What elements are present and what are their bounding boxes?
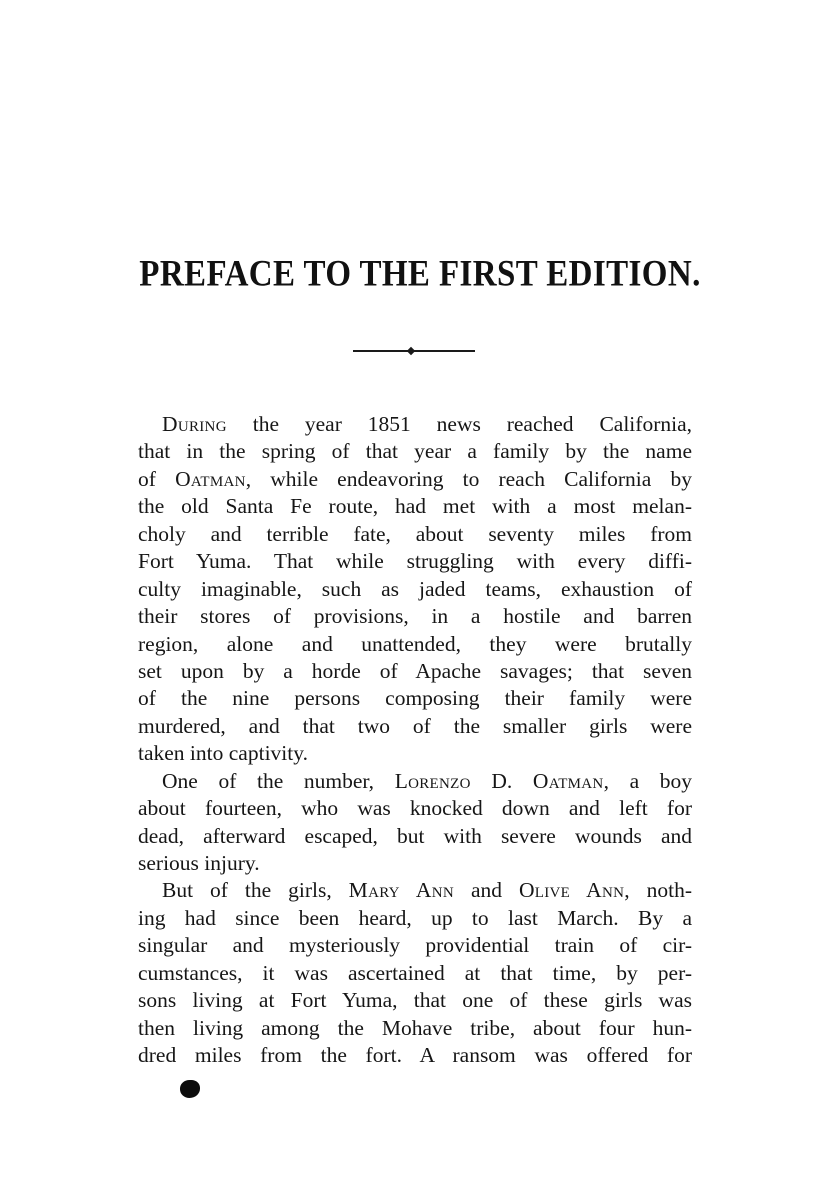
paragraph bbox=[138, 411, 692, 768]
text-line: ing had since been heard, up to last March. By a bbox=[138, 905, 692, 930]
text-line: culty imaginable, such as jaded teams, exhaustion of bbox=[138, 576, 692, 601]
text-line: serious injury. bbox=[138, 851, 260, 875]
person-name: Oatman bbox=[175, 466, 246, 491]
text-line: then living among the Mohave tribe, about four hun- bbox=[138, 1015, 692, 1040]
preface-body bbox=[138, 411, 692, 1070]
text-line: the old Santa Fe route, had met with a most melan- bbox=[138, 494, 692, 519]
text-line: But of the girls, Mary Ann and Olive Ann, noth- bbox=[162, 878, 692, 903]
text-line: their stores of provisions, in a hostile and barren bbox=[138, 604, 692, 629]
text-line: sons living at Fort Yuma, that one of these girls was bbox=[138, 988, 692, 1013]
person-name: Mary Ann bbox=[348, 878, 454, 903]
text-line: of Oatman, while endeavoring to reach California by bbox=[138, 466, 692, 491]
text-line: choly and terrible fate, about seventy miles from bbox=[138, 521, 692, 546]
person-name: Olive Ann bbox=[518, 878, 625, 903]
text-line: dead, afterward escaped, but with severe wounds and bbox=[138, 823, 692, 848]
title-rule-ornament bbox=[353, 347, 475, 355]
text-line: of the nine persons composing their family were bbox=[138, 686, 692, 711]
ink-blot bbox=[180, 1080, 200, 1098]
text-line: murdered, and that two of the smaller girls were bbox=[138, 713, 692, 738]
text-line: One of the number, Lorenzo D. Oatman, a boy bbox=[162, 768, 692, 793]
text-line: dred miles from the fort. A ransom was offered for bbox=[138, 1043, 692, 1068]
text-line: region, alone and unattended, they were brutally bbox=[138, 631, 692, 656]
person-name: Lorenzo bbox=[394, 768, 471, 793]
person-name: Oatman bbox=[532, 768, 604, 793]
text-line: that in the spring of that year a family by the name bbox=[138, 439, 692, 464]
rule-center-dot bbox=[407, 347, 415, 355]
text-line: about fourteen, who was knocked down and left for bbox=[138, 796, 692, 821]
text-line: set upon by a horde of Apache savages; that seven bbox=[138, 658, 692, 683]
paragraph bbox=[138, 877, 692, 1069]
paragraph bbox=[138, 768, 692, 878]
text-line: During the year 1851 news reached California, bbox=[162, 412, 692, 436]
text-line: Fort Yuma. That while struggling with every diffi- bbox=[138, 549, 692, 574]
text-line: cumstances, it was ascertained at that time, by per- bbox=[138, 960, 692, 985]
page-title: PREFACE TO THE FIRST EDITION. bbox=[139, 254, 701, 295]
drop-lead-word: During bbox=[162, 412, 227, 436]
text-line: singular and mysteriously providential train of cir- bbox=[138, 933, 692, 958]
text-line: taken into captivity. bbox=[138, 741, 308, 766]
